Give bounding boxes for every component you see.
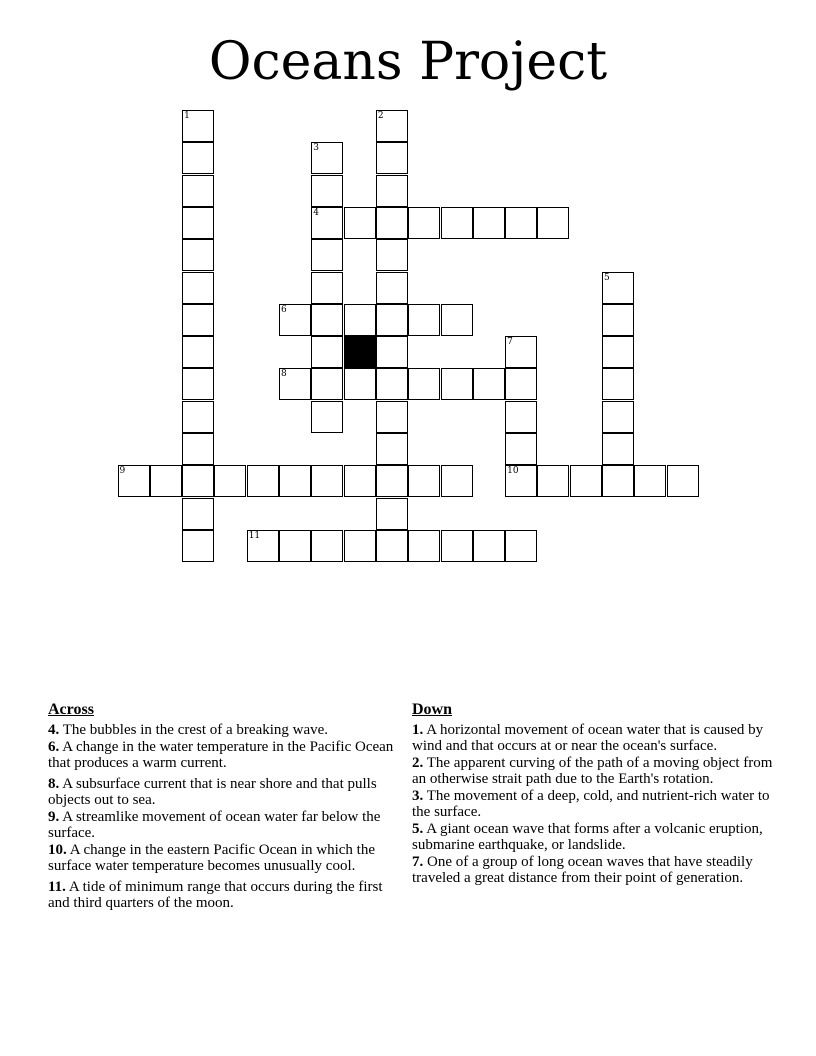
- clue-number: 8: [281, 369, 287, 380]
- answer-cell[interactable]: [505, 336, 537, 368]
- across-clue-8: 8. A subsurface current that is near shore and that pulls objects out to sea.: [48, 776, 377, 808]
- answer-cell[interactable]: [602, 272, 634, 304]
- answer-cell[interactable]: [376, 207, 408, 239]
- answer-cell[interactable]: [311, 304, 343, 336]
- answer-cell[interactable]: [311, 368, 343, 400]
- answer-cell[interactable]: [473, 530, 505, 562]
- answer-cell[interactable]: [247, 465, 279, 497]
- answer-cell[interactable]: [311, 530, 343, 562]
- answer-cell[interactable]: [279, 530, 311, 562]
- answer-cell[interactable]: [376, 110, 408, 142]
- answer-cell[interactable]: [344, 368, 376, 400]
- clue-number: 4: [313, 207, 320, 218]
- down-heading: Down: [412, 701, 453, 718]
- black-square: [344, 336, 376, 368]
- answer-cell[interactable]: [505, 207, 537, 239]
- answer-cell[interactable]: [182, 433, 214, 465]
- answer-cell[interactable]: [505, 401, 537, 433]
- answer-cell[interactable]: [537, 465, 569, 497]
- answer-cell[interactable]: [634, 465, 666, 497]
- answer-cell[interactable]: [182, 498, 214, 530]
- answer-cell[interactable]: [182, 110, 214, 142]
- page-title: Oceans Project: [208, 32, 608, 92]
- answer-cell[interactable]: [505, 465, 537, 497]
- answer-cell[interactable]: [441, 530, 473, 562]
- answer-cell[interactable]: [344, 465, 376, 497]
- answer-cell[interactable]: [505, 433, 537, 465]
- answer-cell[interactable]: [311, 401, 343, 433]
- answer-cell[interactable]: [214, 465, 246, 497]
- down-clue-2: 2. The apparent curving of the path of a moving object from an otherwise strait path due to the Earth's rotation.: [412, 755, 773, 787]
- clue-number: 9: [119, 466, 126, 477]
- answer-cell[interactable]: [408, 368, 440, 400]
- clue-number: 5: [604, 272, 610, 283]
- answer-cell[interactable]: [311, 336, 343, 368]
- answer-cell[interactable]: [667, 465, 699, 497]
- answer-cell[interactable]: [182, 530, 214, 562]
- clue-number: 1: [184, 111, 190, 121]
- answer-cell[interactable]: [182, 336, 214, 368]
- answer-cell[interactable]: [376, 401, 408, 433]
- answer-cell[interactable]: [537, 207, 569, 239]
- answer-cell[interactable]: [182, 401, 214, 433]
- across-clues: [48, 702, 400, 912]
- answer-cell[interactable]: [311, 175, 343, 207]
- clue-number: 7: [507, 337, 513, 348]
- answer-cell[interactable]: [182, 239, 214, 271]
- answer-cell[interactable]: [602, 465, 634, 497]
- answer-cell[interactable]: [408, 530, 440, 562]
- across-clue-4: 4. The bubbles in the crest of a breaking wave.: [48, 722, 329, 738]
- answer-cell[interactable]: [182, 175, 214, 207]
- across-clue-6: 6. A change in the water temperature in the Pacific Ocean that produces a warm current.: [48, 739, 394, 771]
- answer-cell[interactable]: [441, 304, 473, 336]
- answer-cell[interactable]: [473, 207, 505, 239]
- answer-cell[interactable]: [311, 207, 343, 239]
- down-clue-5: 5. A giant ocean wave that forms after a volcanic eruption, submarine earthquake, or landslide.: [412, 821, 763, 853]
- answer-cell[interactable]: [376, 368, 408, 400]
- answer-cell[interactable]: [344, 304, 376, 336]
- answer-cell[interactable]: [376, 175, 408, 207]
- answer-cell[interactable]: [376, 272, 408, 304]
- answer-cell[interactable]: [182, 207, 214, 239]
- answer-cell[interactable]: [570, 465, 602, 497]
- answer-cell[interactable]: [311, 142, 343, 174]
- answer-cell[interactable]: [473, 368, 505, 400]
- across-clue-9: 9. A streamlike movement of ocean water far below the surface.: [48, 809, 381, 841]
- answer-cell[interactable]: [408, 207, 440, 239]
- answer-cell[interactable]: [182, 368, 214, 400]
- down-clue-7: 7. One of a group of long ocean waves that have steadily traveled a great distance from their point of generation.: [412, 854, 753, 886]
- down-clue-3: 3. The movement of a deep, cold, and nutrient-rich water to the surface.: [412, 788, 770, 820]
- answer-cell[interactable]: [279, 304, 311, 336]
- across-heading: Across: [48, 701, 94, 718]
- answer-cell[interactable]: [311, 272, 343, 304]
- answer-cell[interactable]: [279, 465, 311, 497]
- down-clues: [412, 702, 774, 887]
- answer-cell[interactable]: [408, 304, 440, 336]
- answer-cell[interactable]: [182, 142, 214, 174]
- answer-cell[interactable]: [182, 304, 214, 336]
- answer-cell[interactable]: [311, 239, 343, 271]
- answer-cell[interactable]: [376, 304, 408, 336]
- answer-cell[interactable]: [602, 401, 634, 433]
- answer-cell[interactable]: [602, 368, 634, 400]
- answer-cell[interactable]: [118, 465, 150, 497]
- answer-cell[interactable]: [376, 465, 408, 497]
- clue-number: 3: [313, 143, 320, 154]
- answer-cell[interactable]: [376, 239, 408, 271]
- answer-cell[interactable]: [182, 272, 214, 304]
- clue-number: 6: [281, 304, 287, 315]
- across-clue-11: 11. A tide of minimum range that occurs during the first and third quarters of the moon.: [48, 879, 383, 911]
- answer-cell[interactable]: [182, 465, 214, 497]
- answer-cell[interactable]: [376, 530, 408, 562]
- answer-cell[interactable]: [376, 433, 408, 465]
- answer-cell[interactable]: [376, 142, 408, 174]
- answer-cell[interactable]: [602, 433, 634, 465]
- answer-cell[interactable]: [150, 465, 182, 497]
- answer-cell[interactable]: [376, 498, 408, 530]
- answer-cell[interactable]: [311, 465, 343, 497]
- clue-number: 2: [377, 111, 384, 121]
- answer-cell[interactable]: [441, 465, 473, 497]
- answer-cell[interactable]: [376, 336, 408, 368]
- answer-cell[interactable]: [602, 336, 634, 368]
- answer-cell[interactable]: [505, 368, 537, 400]
- answer-cell[interactable]: [441, 368, 473, 400]
- answer-cell[interactable]: [247, 530, 279, 562]
- answer-cell[interactable]: [344, 207, 376, 239]
- answer-cell[interactable]: [279, 368, 311, 400]
- clue-number: 11: [248, 530, 261, 541]
- clue-number: 10: [507, 466, 519, 477]
- answer-cell[interactable]: [505, 530, 537, 562]
- down-clue-1: 1. A horizontal movement of ocean water that is caused by wind and that occurs at or near the ocean's surface.: [412, 722, 764, 754]
- answer-cell[interactable]: [408, 465, 440, 497]
- answer-cell[interactable]: [344, 530, 376, 562]
- answer-cell[interactable]: [602, 304, 634, 336]
- answer-cell[interactable]: [441, 207, 473, 239]
- across-clue-10: 10. A change in the eastern Pacific Ocean in which the surface water temperature becomes unusually cool.: [48, 842, 375, 874]
